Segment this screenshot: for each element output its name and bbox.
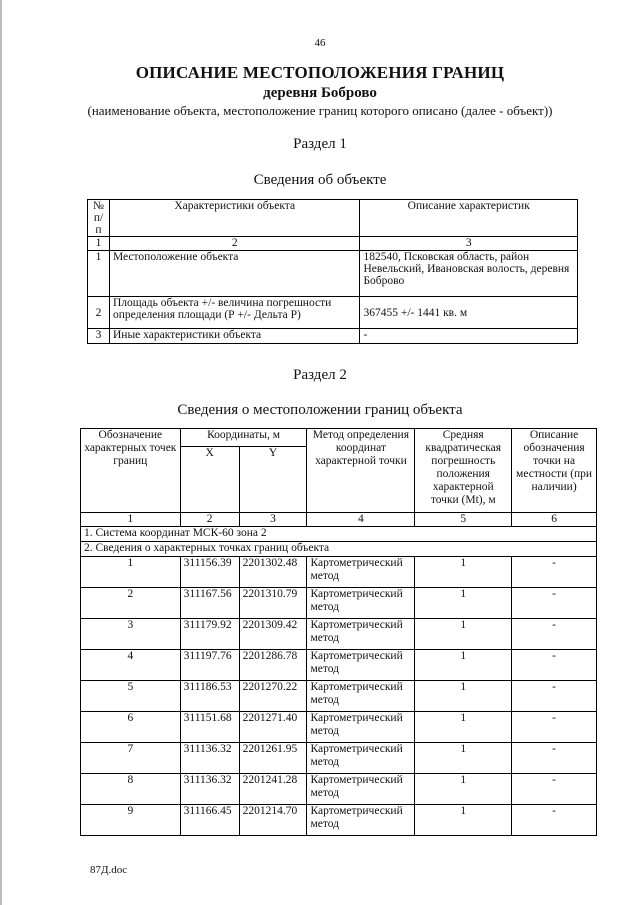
points-title: 2. Сведения о характерных точках границ объекта — [81, 542, 597, 557]
coord-x: 311179.92 — [180, 619, 239, 650]
coord-x: 311186.53 — [180, 681, 239, 712]
header-cell-x: X — [180, 447, 239, 513]
point-number: 3 — [81, 619, 181, 650]
point-number: 6 — [81, 712, 181, 743]
table-row — [88, 297, 578, 329]
mt-value: 1 — [415, 619, 512, 650]
section1-heading: Раздел 1 — [293, 136, 347, 152]
numbering-cell: 3 — [239, 513, 307, 527]
row-number: 2 — [88, 297, 110, 329]
row-name: Местоположение объекта — [109, 251, 359, 297]
point-number: 7 — [81, 743, 181, 774]
section1-subheading: Сведения об объекте — [253, 172, 387, 188]
method: Картометрический метод — [307, 650, 415, 681]
method: Картометрический метод — [307, 774, 415, 805]
point-number: 9 — [81, 805, 181, 836]
mt-value: 1 — [415, 743, 512, 774]
mt-value: 1 — [415, 588, 512, 619]
header-cell: Средняя квадратическая погрешность положения характерной точки (Mt), м — [415, 429, 512, 513]
numbering-cell: 6 — [512, 513, 597, 527]
document-title: ОПИСАНИЕ МЕСТОПОЛОЖЕНИЯ ГРАНИЦ — [135, 63, 505, 82]
point-number: 2 — [81, 588, 181, 619]
table-row — [81, 712, 597, 743]
header-cell: Метод определения координат характерной точки — [307, 429, 415, 513]
header-cell: Описание характеристик — [360, 200, 578, 237]
coordinate-system: 1. Система координат МСК-60 зона 2 — [81, 527, 597, 542]
point-description: - — [512, 805, 597, 836]
numbering-cell: 1 — [88, 237, 110, 251]
coord-x: 311136.32 — [180, 774, 239, 805]
header-cell-y: Y — [239, 447, 307, 513]
method: Картометрический метод — [307, 588, 415, 619]
coord-y: 2201286.78 — [239, 650, 307, 681]
point-description: - — [512, 712, 597, 743]
page-number: 46 — [314, 37, 326, 49]
coord-y: 2201302.48 — [239, 557, 307, 588]
table-row — [81, 774, 597, 805]
header-cell: № п/п — [88, 200, 110, 237]
object-info-table — [87, 199, 578, 344]
point-description: - — [512, 619, 597, 650]
point-description: - — [512, 557, 597, 588]
file-name: 87Д.doc — [90, 864, 128, 876]
method: Картометрический метод — [307, 743, 415, 774]
row-value: 182540, Псковская область, район Невельский, Ивановская волость, деревня Боброво — [360, 251, 578, 297]
point-number: 4 — [81, 650, 181, 681]
section2-heading: Раздел 2 — [293, 367, 347, 383]
numbering-cell: 2 — [109, 237, 359, 251]
numbering-cell: 5 — [415, 513, 512, 527]
numbering-cell: 4 — [307, 513, 415, 527]
coord-y: 2201309.42 — [239, 619, 307, 650]
numbering-cell: 2 — [180, 513, 239, 527]
table-row — [81, 805, 597, 836]
document-caption: (наименование объекта, местоположение границ которого описано (далее - объект)) — [87, 103, 553, 118]
table-row — [81, 743, 597, 774]
table-row — [81, 650, 597, 681]
method: Картометрический метод — [307, 557, 415, 588]
point-description: - — [512, 743, 597, 774]
point-description: - — [512, 650, 597, 681]
header-cell: Описание обозначения точки на местности (при наличии) — [512, 429, 597, 513]
point-number: 1 — [81, 557, 181, 588]
row-name: Иные характеристики объекта — [109, 329, 359, 344]
document-subtitle: деревня Боброво — [263, 85, 377, 101]
row-name: Площадь объекта +/- величина погрешности определения площади (Р +/- Дельта Р) — [109, 297, 359, 329]
point-number: 8 — [81, 774, 181, 805]
mt-value: 1 — [415, 650, 512, 681]
table-row — [88, 251, 578, 297]
method: Картометрический метод — [307, 805, 415, 836]
coord-y: 2201241.28 — [239, 774, 307, 805]
coord-x: 311151.68 — [180, 712, 239, 743]
mt-value: 1 — [415, 805, 512, 836]
mt-value: 1 — [415, 557, 512, 588]
row-value: 367455 +/- 1441 кв. м — [360, 297, 578, 329]
coord-x: 311166.45 — [180, 805, 239, 836]
table-row — [81, 619, 597, 650]
section2-subheading: Сведения о местоположении границ объекта — [177, 402, 463, 418]
method: Картометрический метод — [307, 712, 415, 743]
point-description: - — [512, 681, 597, 712]
coord-x: 311156.39 — [180, 557, 239, 588]
coord-y: 2201310.79 — [239, 588, 307, 619]
row-number: 1 — [88, 251, 110, 297]
coord-x: 311167.56 — [180, 588, 239, 619]
header-cell: Обозначение характерных точек границ — [81, 429, 181, 513]
coord-y: 2201214.70 — [239, 805, 307, 836]
coord-x: 311197.76 — [180, 650, 239, 681]
table-row — [81, 557, 597, 588]
method: Картометрический метод — [307, 619, 415, 650]
table-row — [81, 588, 597, 619]
header-cell: Координаты, м — [180, 429, 307, 447]
mt-value: 1 — [415, 681, 512, 712]
mt-value: 1 — [415, 774, 512, 805]
point-description: - — [512, 588, 597, 619]
table-row — [81, 681, 597, 712]
table-row — [88, 329, 578, 344]
row-value: - — [360, 329, 578, 344]
coord-y: 2201270.22 — [239, 681, 307, 712]
coord-y: 2201271.40 — [239, 712, 307, 743]
point-description: - — [512, 774, 597, 805]
coord-y: 2201261.95 — [239, 743, 307, 774]
header-cell: Характеристики объекта — [109, 200, 359, 237]
mt-value: 1 — [415, 712, 512, 743]
numbering-cell: 1 — [81, 513, 181, 527]
method: Картометрический метод — [307, 681, 415, 712]
coord-x: 311136.32 — [180, 743, 239, 774]
boundary-points-table — [80, 428, 597, 836]
numbering-cell: 3 — [360, 237, 578, 251]
row-number: 3 — [88, 329, 110, 344]
point-number: 5 — [81, 681, 181, 712]
